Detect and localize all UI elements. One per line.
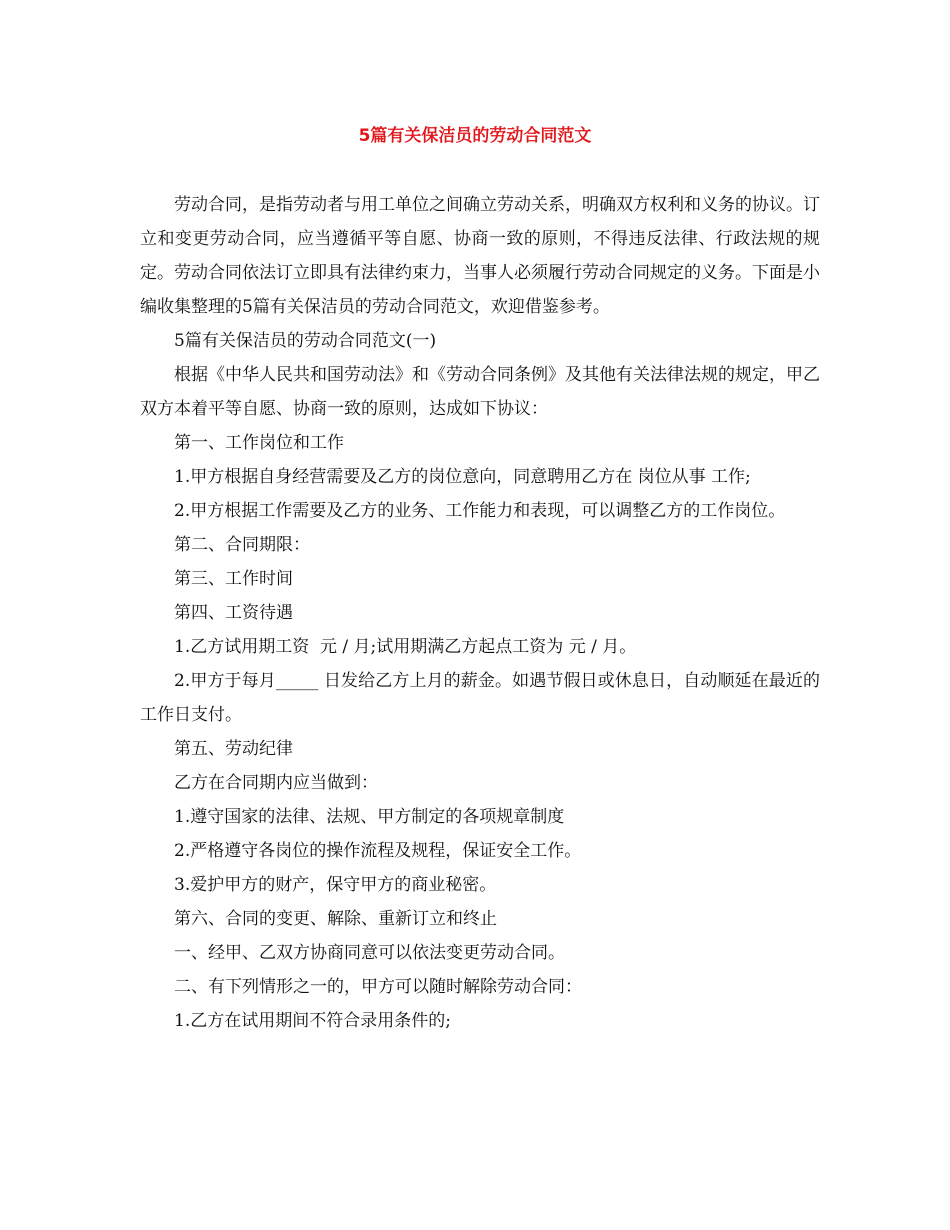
paragraph: 乙方在合同期内应当做到： [174, 773, 378, 793]
clause-item: 1.乙方在试用期间不符合录用条件的; [174, 1011, 451, 1031]
clause-heading: 第三、工作时间 [174, 569, 293, 589]
section-heading: 5篇有关保洁员的劳动合同范文(一) [174, 331, 437, 351]
document-title: 5篇有关保洁员的劳动合同范文 [358, 126, 592, 146]
clause-item: 2.甲方于每月_____ 日发给乙方上月的薪金。如遇节假日或休息日，自动顺延在最近的工作日支付。 [140, 671, 820, 725]
clause-heading: 第四、工资待遇 [174, 603, 293, 623]
paragraph: 根据《中华人民共和国劳动法》和《劳动合同条例》及其他有关法律法规的规定，甲乙双方本着平等自愿、协商一致的原则，达成如下协议： [140, 365, 820, 419]
intro-paragraph: 劳动合同，是指劳动者与用工单位之间确立劳动关系，明确双方权利和义务的协议。订立和变更劳动合同，应当遵循平等自愿、协商一致的原则，不得违反法律、行政法规的规定。劳动合同依法订立即具有法律约束力，当事人必须履行劳动合同规定的义务。下面是小编收集整理的5篇有关保洁员的劳动合同范文，欢迎借鉴参考。 [140, 195, 820, 317]
clause-item: 二、有下列情形之一的，甲方可以随时解除劳动合同： [174, 977, 582, 997]
clause-item: 1.甲方根据自身经营需要及乙方的岗位意向，同意聘用乙方在 岗位从事 工作; [174, 467, 751, 487]
document-body [140, 188, 820, 1038]
clause-item: 1.遵守国家的法律、法规、甲方制定的各项规章制度 [174, 807, 565, 827]
clause-item: 2.甲方根据工作需要及乙方的业务、工作能力和表现，可以调整乙方的工作岗位。 [174, 501, 786, 521]
clause-heading: 第五、劳动纪律 [174, 739, 293, 759]
clause-heading: 第一、工作岗位和工作 [174, 433, 344, 453]
clause-heading: 第二、合同期限： [174, 535, 310, 555]
clause-heading: 第六、合同的变更、解除、重新订立和终止 [174, 909, 497, 929]
clause-item: 一、经甲、乙双方协商同意可以依法变更劳动合同。 [174, 943, 565, 963]
clause-item: 3.爱护甲方的财产，保守甲方的商业秘密。 [174, 875, 497, 895]
clause-item: 1.乙方试用期工资 元 / 月;试用期满乙方起点工资为 元 / 月。 [174, 637, 637, 657]
clause-item: 2.严格遵守各岗位的操作流程及规程，保证安全工作。 [174, 841, 582, 861]
